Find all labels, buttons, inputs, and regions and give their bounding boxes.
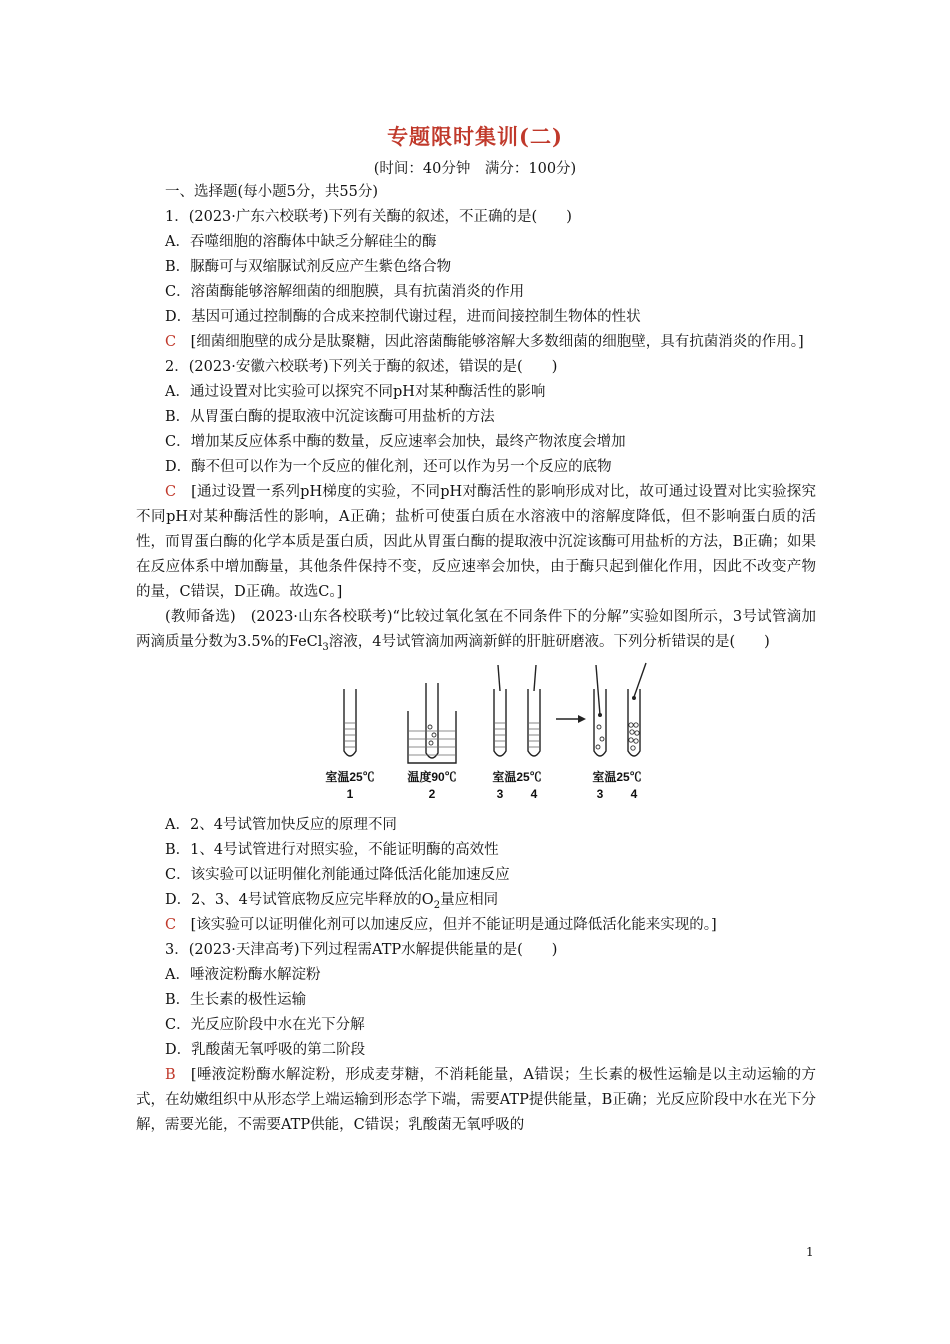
q1-stem: 1．(2023·广东六校联考)下列有关酶的叙述，不正确的是( ) (165, 209, 572, 225)
q-teacher-option-c: C．该实验可以证明催化剂能通过降低活化能加速反应 (165, 867, 510, 883)
drop-3 (598, 713, 602, 717)
q1-explanation (136, 330, 816, 355)
q3-answer: B (165, 1067, 176, 1083)
tube-1 (344, 689, 356, 756)
q1-option-d: D．基因可通过控制酶的合成来控制代谢过程，进而间接控制生物体的性状 (165, 309, 641, 325)
tube-3 (494, 689, 506, 756)
q3-option-c: C．光反应阶段中水在光下分解 (165, 1017, 365, 1033)
q3-explain-text: [唾液淀粉酶水解淀粉，形成麦芽糖，不消耗能量，A错误；生长素的极性运输是以主动运输的方式，在幼嫩组织中从形态学上端运输到形态学下端，需要ATP提供能量，B正确；光反应阶段中水在光下分解，需要光能，不需要ATP供能，C错误；乳酸菌无氧呼吸的 (136, 1067, 817, 1133)
q3-stem: 3．(2023·天津高考)下列过程需ATP水解提供能量的是( ) (165, 942, 558, 958)
bubbles (428, 723, 639, 750)
liquid-lines (345, 723, 539, 755)
q1-option-b: B．脲酶可与双缩脲试剂反应产生紫色络合物 (165, 259, 452, 275)
q3-option-a: A．唾液淀粉酶水解淀粉 (165, 967, 321, 983)
dropper-3-after (596, 665, 600, 715)
q2-stem: 2．(2023·安徽六校联考)下列关于酶的叙述，错误的是( ) (165, 359, 558, 375)
test-tube-figure (136, 661, 816, 811)
arrow-head (578, 715, 586, 723)
q-teacher-stem-sub: 3 (322, 641, 329, 653)
content (136, 180, 816, 1138)
tube-4 (528, 689, 540, 756)
q2-answer: C (165, 484, 177, 500)
figure-number-3: 3 (496, 787, 504, 801)
q2-option-a: A．通过设置对比实验可以探究不同pH对某种酶活性的影响 (165, 384, 546, 400)
q1-option-a: A．吞噬细胞的溶酶体中缺乏分解硅尘的酶 (165, 234, 437, 250)
q-teacher-explain-text: [该实验可以证明催化剂可以加速反应，但并不能证明是通过降低活化能来实现的。] (190, 917, 717, 933)
q-teacher-answer: C (165, 917, 177, 933)
q-teacher-explanation (136, 913, 816, 938)
page-subtitle: (时间：40分钟 满分：100分) (373, 161, 577, 177)
q1-explain-text: [细菌细胞壁的成分是肽聚糖，因此溶菌酶能够溶解大多数细菌的细胞壁，具有抗菌消炎的作用。] (190, 334, 804, 350)
q2-explain-text: [通过设置一系列pH梯度的实验，不同pH对酶活性的影响形成对比，故可通过设置对比实验探究不同pH对某种酶活性的影响，A正确；盐析可使蛋白质在水溶液中的溶解度降低，但不影响蛋白质的活性，而胃蛋白酶的化学本质是蛋白质，因此从胃蛋白酶的提取液中沉淀该酶可用盐析的方法，B正确；如果在反应体系中增加酶量，其他条件保持不变，反应速率会加快，由于酶只起到催化作用，因此不改变产物的量，C错误，D正确。故选C。] (136, 484, 816, 600)
drop-4 (632, 696, 636, 700)
q-teacher-option-a: A．2、4号试管加快反应的原理不同 (165, 817, 397, 833)
figure-number-4: 4 (530, 787, 538, 801)
figure-number-2: 2 (428, 787, 436, 801)
dropper-4 (534, 665, 536, 691)
dropper-3 (498, 665, 500, 691)
q3-option-d: D．乳酸菌无氧呼吸的第二阶段 (165, 1042, 366, 1058)
figure-number-1: 1 (346, 787, 354, 801)
q1-option-c: C．溶菌酶能够溶解细菌的细胞膜，具有抗菌消炎的作用 (165, 284, 525, 300)
figure-label-4: 室温25℃ (592, 770, 642, 784)
figure-label-2: 温度90℃ (407, 770, 457, 784)
q2-explanation (136, 480, 816, 605)
page-title: 专题限时集训(二) (387, 124, 563, 149)
test-tube-diagram (316, 661, 656, 811)
q-teacher-option-d-sub: 2 (433, 899, 441, 911)
figure-number-4-after: 4 (630, 787, 638, 801)
q-teacher-stem-a: (教师备选) (2023·山东各校联考)“比较过氧化氢在不同条件下的分解”实验如图所示，3号试管滴加两滴质量分数为3.5%的FeCl (136, 609, 816, 650)
q-teacher-option-b: B．1、4号试管进行对照实验，不能证明酶的高效性 (165, 842, 499, 858)
page-number: 1 (806, 1245, 814, 1259)
q1-answer: C (165, 334, 177, 350)
figure-label-1: 室温25℃ (325, 770, 375, 784)
q-teacher-stem (136, 605, 816, 655)
q-teacher-option-d-b: 量应相同 (440, 892, 499, 908)
q2-option-d: D．酶不但可以作为一个反应的催化剂，还可以作为另一个反应的底物 (165, 459, 612, 475)
q2-option-c: C．增加某反应体系中酶的数量，反应速率会加快，最终产物浓度会增加 (165, 434, 626, 450)
section-heading: 一、选择题(每小题5分，共55分) (165, 184, 378, 200)
q-teacher-stem-b: 溶液，4号试管滴加两滴新鲜的肝脏研磨液。下列分析错误的是( ) (328, 634, 770, 650)
q-teacher-option-d (136, 888, 816, 913)
q3-explanation (136, 1063, 816, 1138)
q3-option-b: B．生长素的极性运输 (165, 992, 307, 1008)
q-teacher-option-d-a: D．2、3、4号试管底物反应完毕释放的O (165, 892, 434, 908)
q2-option-b: B．从胃蛋白酶的提取液中沉淀该酶可用盐析的方法 (165, 409, 495, 425)
figure-label-3: 室温25℃ (492, 770, 542, 784)
figure-number-3-after: 3 (596, 787, 604, 801)
